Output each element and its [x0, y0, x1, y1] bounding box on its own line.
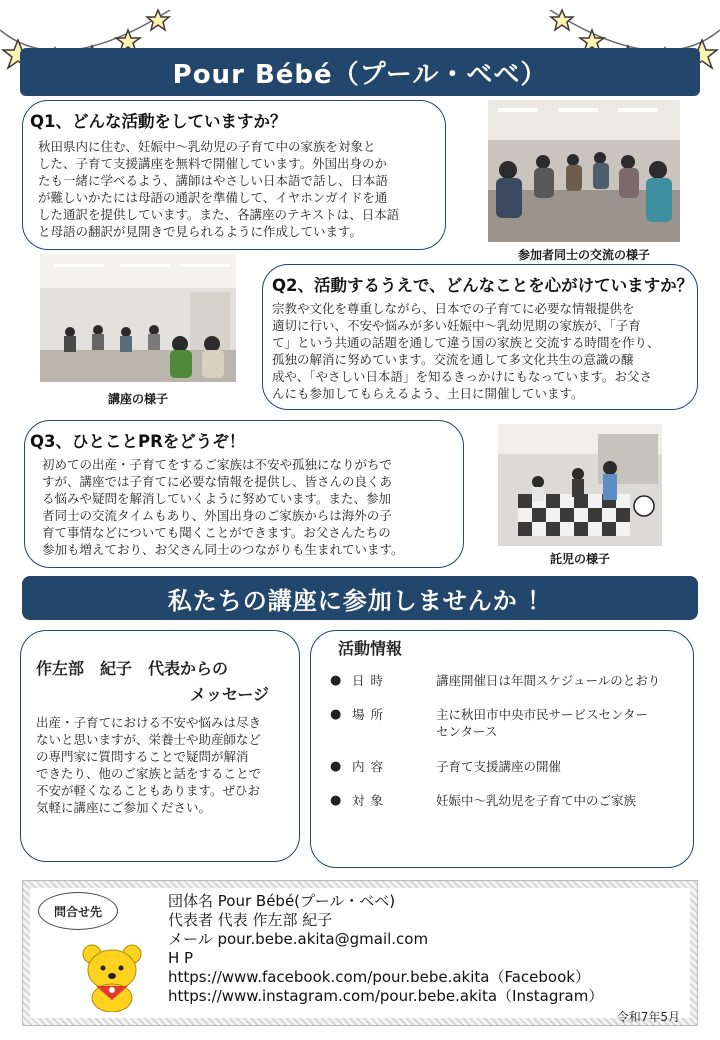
- q3-line: 者同士の交流タイムもあり、外国出身のご家族からは海外の子: [42, 508, 392, 523]
- q2-line: て」という共通の話題を通して違う国の家族と交流する時間を作り、: [272, 335, 660, 350]
- childcare-photo: [498, 424, 662, 546]
- activity-info-box: [310, 630, 694, 868]
- contact-org: 団体名 Pour Bébé(プール・ベベ): [168, 892, 396, 910]
- info-label: 内容: [352, 759, 390, 774]
- message-title-line2: メッセージ: [190, 685, 270, 704]
- q2-line: 宗教や文化を尊重しながら、日本での子育てに必要な情報提供を: [272, 301, 635, 316]
- page-title: Pour Bébé（プール・ベベ）: [172, 59, 548, 90]
- message-line: 不安が軽くなることもあります。ぜひお: [36, 783, 261, 798]
- info-label: 場所: [352, 707, 390, 722]
- q3-line: 参加も増えており、お父さん同士のつながりも生まれています。: [42, 542, 404, 557]
- cta-banner: [22, 576, 698, 620]
- q1-line: と母語の翻訳が見開きで見られるように作成しています。: [38, 224, 363, 239]
- bullet-icon: ●: [330, 673, 342, 688]
- q2-line: んにも参加してもらえるよう、土日に開催しています。: [272, 386, 584, 401]
- info-value-line: 主に秋田市中央市民サービスセンター: [436, 707, 649, 722]
- bullet-icon: ●: [330, 707, 342, 722]
- info-value-line: 子育て支援講座の開催: [436, 759, 562, 774]
- inquiry-label: 問合せ先: [38, 892, 118, 930]
- contact-rep: 代表者 代表 作左部 紀子: [168, 911, 333, 929]
- message-line: 出産・子育てにおける不安や悩みは尽き: [36, 715, 262, 730]
- q2-title: Q2、活動するうえで、どんなことを心がけていますか？: [272, 276, 694, 295]
- info-value-line: センタース: [436, 724, 498, 739]
- q3-line: 初めての出産・子育てをするご家族は不安や孤独になりがちで: [42, 457, 392, 472]
- contact-mail: メール pour.bebe.akita@gmail.com: [168, 930, 429, 948]
- message-body: [36, 714, 288, 816]
- photo3-caption: 託児の様子: [549, 552, 610, 566]
- q2-body: [272, 300, 692, 402]
- info-value: [436, 758, 686, 775]
- info-value-line: 妊娠中〜乳幼児を子育て中のご家族: [436, 793, 637, 808]
- photo2-caption: 講座の様子: [107, 392, 168, 406]
- cta-title: 私たちの講座に参加しませんか ！: [167, 586, 553, 615]
- lecture-photo: [40, 254, 236, 382]
- info-label: 日時: [352, 673, 390, 688]
- info-value: [436, 706, 686, 740]
- participants-exchange-photo: [488, 100, 680, 242]
- info-value: [436, 672, 686, 689]
- message-line: ないと思いますが、栄養士や助産師など: [36, 732, 262, 747]
- info-value-line: 講座開催日は年間スケジュールのとおり: [436, 673, 661, 688]
- q1-line: した、子育て支援講座を無料で開催しています。外国出身のか: [38, 156, 388, 171]
- instagram-link[interactable]: https://www.instagram.com/pour.bebe.akita（Instagram）: [168, 987, 604, 1005]
- q3-line: 育て事情などについても聞くことができます。お父さんたちの: [42, 525, 391, 540]
- bear-mascot-icon: [76, 940, 148, 1012]
- q3-line: すが、講座では子育てに必要な情報を提供し、皆さんの良くあ: [42, 474, 393, 489]
- q1-line: 秋田県内に住む、妊娠中〜乳幼児の子育て中の家族を対象と: [38, 139, 376, 154]
- q3-title: Q3、ひとことPRをどうぞ！: [30, 432, 246, 451]
- q1-line: が難しいかたには母語の通訳を準備して、イヤホンガイドを通: [38, 190, 388, 205]
- q2-line: 孤独の解消に努めています。交流を通して多文化共生の意識の醸: [272, 352, 634, 367]
- q2-line: 成や、「やさしい日本語」を知るきっかけにもなっています。お父さ: [272, 369, 653, 384]
- contact-hp: H P: [168, 949, 194, 967]
- bullet-icon: ●: [330, 759, 342, 774]
- q1-title: Q1、どんな活動をしていますか？: [30, 112, 287, 131]
- q1-body: [38, 138, 438, 240]
- message-title-line1: 作左部 紀子 代表からの: [36, 659, 229, 678]
- q3-body: [42, 456, 462, 558]
- bullet-icon: ●: [330, 793, 342, 808]
- issue-date: 令和7年5月: [616, 1010, 680, 1024]
- facebook-link[interactable]: https://www.facebook.com/pour.bebe.akita（Facebook）: [168, 968, 590, 986]
- q2-line: 適切に行い、不安や悩みが多い妊娠中〜乳幼児期の家族が、「子育: [272, 318, 641, 333]
- message-line: の専門家に質問することで疑問が解消: [36, 749, 249, 764]
- activity-info-heading: 活動情報: [338, 639, 403, 658]
- info-label: 対象: [352, 793, 390, 808]
- photo1-caption: 参加者同士の交流の様子: [517, 248, 650, 262]
- q1-line: たも一緒に学べるよう、講師はやさしい日本語で話し、日本語: [38, 173, 389, 188]
- q1-line: した通訳を提供しています。また、各講座のテキストは、日本語: [38, 207, 400, 222]
- header-banner: [20, 48, 700, 96]
- message-line: できたり、他のご家族と話をすることで: [36, 766, 262, 781]
- message-line: 気軽に講座にご参加ください。: [36, 800, 212, 815]
- info-value: [436, 792, 686, 809]
- q3-line: る悩みや疑問を解消していくように努めています。また、参加: [42, 491, 392, 506]
